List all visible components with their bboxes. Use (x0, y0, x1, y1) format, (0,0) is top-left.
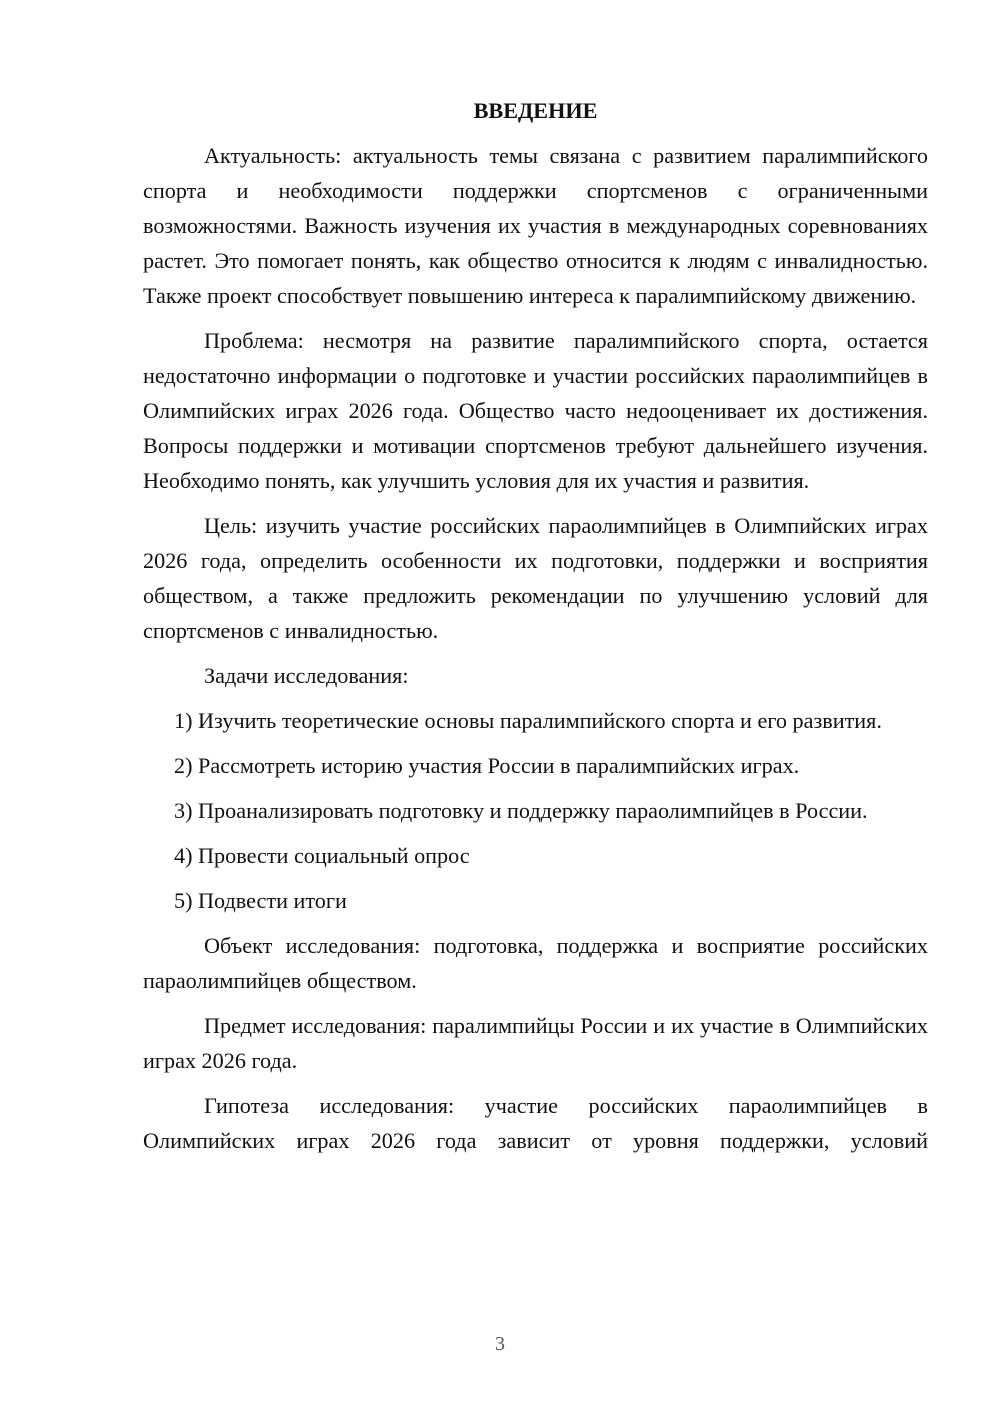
task-item-5: 5) Подвести итоги (174, 888, 347, 913)
page-title: ВВЕДЕНИЕ (473, 98, 598, 123)
task-item-1: 1) Изучить теоретические основы паралимпийского спорта и его развития. (174, 708, 882, 733)
task-item-4: 4) Провести социальный опрос (174, 843, 470, 868)
paragraph-relevance: Актуальность: актуальность темы связана с развитием паралимпийского спорта и необходимости поддержки спортсменов с ограниченными возможностями. Важность изучения их участия в международных соревнованиях растет. Это помогает понять, как общество относится к людям с инвалидностью. Также проект способствует повышению интереса к паралимпийскому движению. (143, 143, 928, 308)
task-item-3: 3) Проанализировать подготовку и поддержку параолимпийцев в России. (174, 798, 868, 823)
paragraph-goal: Цель: изучить участие российских параолимпийцев в Олимпийских играх 2026 года, определить особенности их подготовки, поддержки и восприятия обществом, а также предложить рекомендации по улучшению условий для спортсменов с инвалидностью. (143, 513, 928, 643)
paragraph-problem: Проблема: несмотря на развитие паралимпийского спорта, остается недостаточно информации о подготовке и участии российских параолимпийцев в Олимпийских играх 2026 года. Общество часто недооценивает их достижения. Вопросы поддержки и мотивации спортсменов требуют дальнейшего изучения. Необходимо понять, как улучшить условия для их участия и развития. (143, 328, 928, 493)
page-number: 3 (495, 1333, 505, 1355)
tasks-heading: Задачи исследования: (204, 663, 409, 688)
paragraph-subject: Предмет исследования: паралимпийцы России и их участие в Олимпийских играх 2026 года. (143, 1013, 928, 1073)
paragraph-hypothesis: Гипотеза исследования: участие российских параолимпийцев в Олимпийских играх 2026 года зависит от уровня поддержки, условий (143, 1093, 928, 1153)
document-page (143, 93, 928, 1168)
paragraph-object: Объект исследования: подготовка, поддержка и восприятие российских параолимпийцев обществом. (143, 933, 928, 993)
task-item-2: 2) Рассмотреть историю участия России в паралимпийских играх. (174, 753, 800, 778)
